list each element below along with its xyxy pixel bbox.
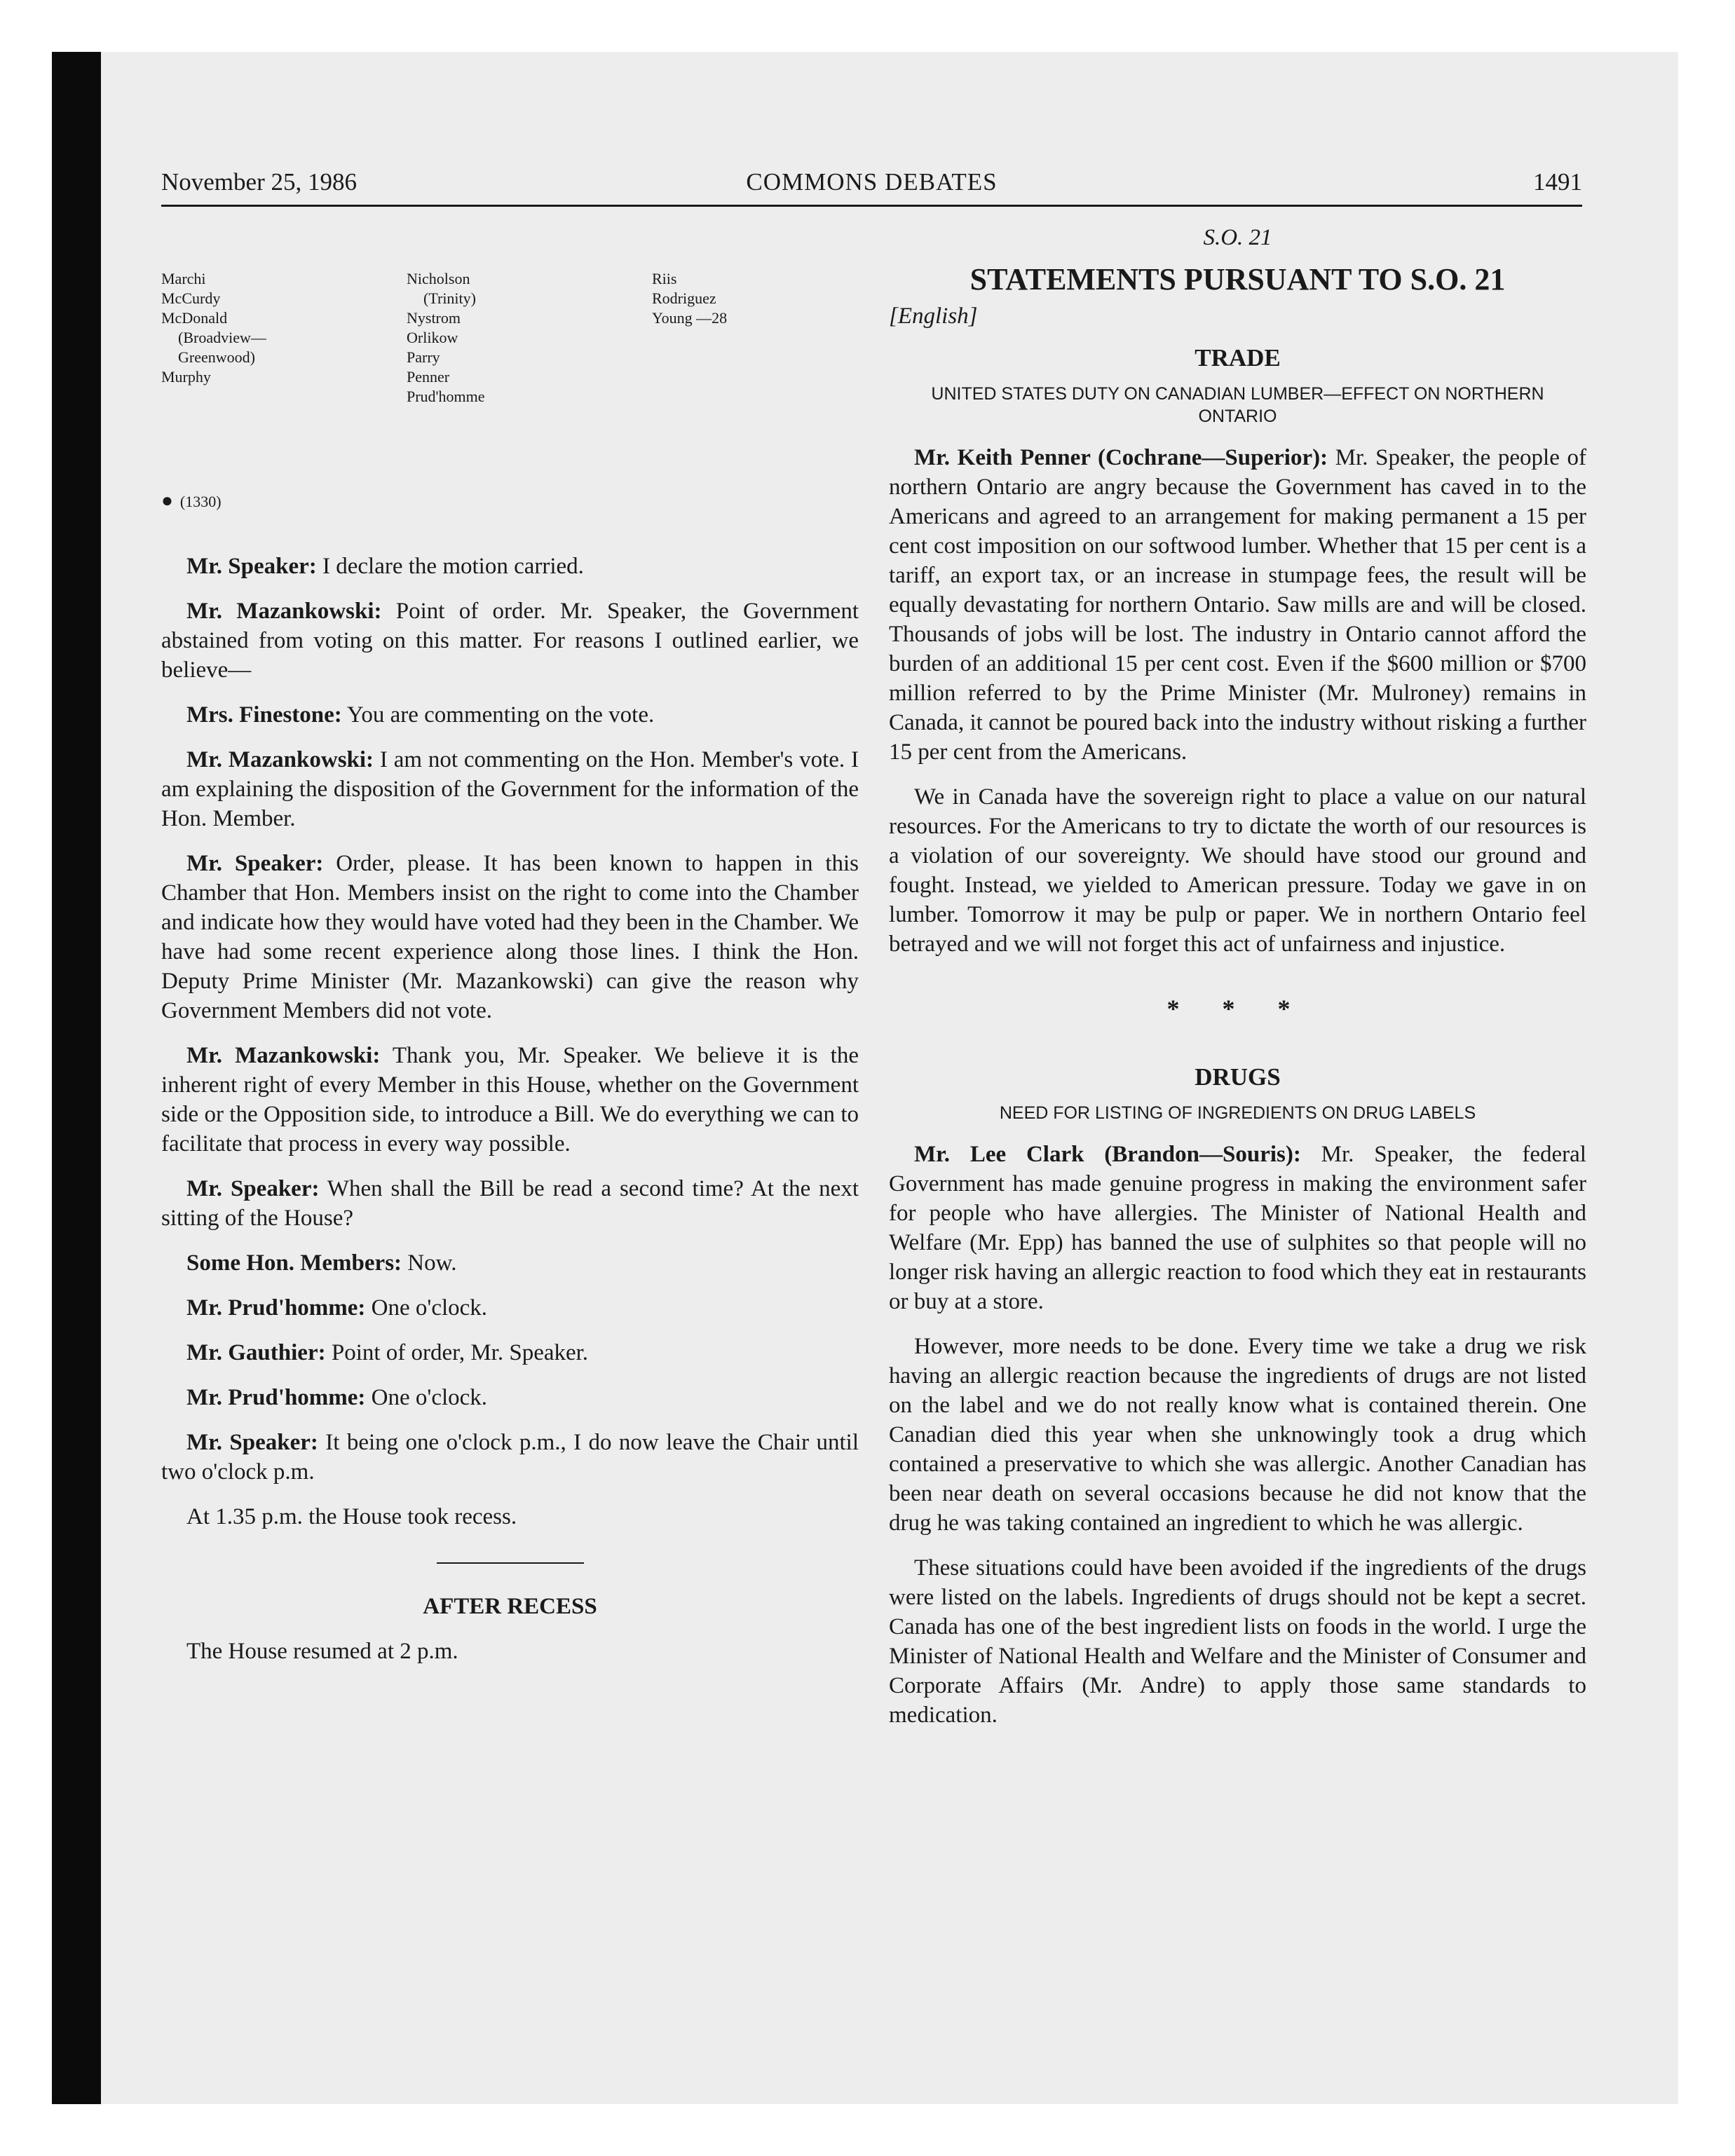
member-name: Young —28 [652, 309, 728, 327]
member-name: Prud'homme [407, 388, 485, 405]
member-name: Nicholson [407, 270, 470, 287]
speech-text: When shall the Bill be read a second time? At the next sitting of the House? [161, 1176, 859, 1231]
speech-paragraph [161, 745, 859, 833]
left-column [161, 223, 859, 1681]
trade-heading: TRADE [1195, 344, 1281, 371]
resumed-text: The House resumed at 2 p.m. [186, 1639, 458, 1664]
speech-paragraph [161, 700, 859, 730]
speech-text: Order, please. It has been known to happen in this Chamber that Hon. Members insist on the right to come into the Chamber and indicate how they would have voted had they been in the Chamber. We have had some recent experience along those lines. I think the Hon. Deputy Prime Minister (Mr. Mazankowski) can give the reason why Government Members did not vote. [161, 851, 859, 1023]
member-name: Parry [407, 348, 440, 366]
speech-paragraph [161, 1174, 859, 1233]
member-name: Rodriguez [652, 289, 716, 307]
header-title: COMMONS DEBATES [746, 168, 998, 196]
speaker-name: Mr. Mazankowski: [186, 1043, 381, 1068]
statements-heading: STATEMENTS PURSUANT TO S.O. 21 [969, 262, 1506, 296]
speech-text: Thank you, Mr. Speaker. We believe it is the inherent right of every Member in this House, whether on the Government side or the Opposition side, to introduce a Bill. We do everything we can to facilitate that process in every way possible. [161, 1043, 859, 1157]
statement-text: Mr. Speaker, the federal Government has made genuine progress in making the environment safer for people who have allergies. The Minister of National Health and Welfare (Mr. Epp) has banned the use of sulphites so that people will no longer risk having an allergic reaction to food which they eat in restaurants or buy at a store. [889, 1142, 1586, 1314]
names-col-2 [407, 269, 485, 407]
speaker-name: Mr. Speaker: [186, 1176, 320, 1201]
time-marker-label: (1330) [179, 493, 222, 510]
statement-paragraph [889, 1332, 1586, 1538]
member-name: Penner [407, 368, 450, 386]
names-col-1 [161, 269, 266, 387]
speech-paragraph [161, 1248, 859, 1278]
speech-text: I am not commenting on the Hon. Member's vote. I am explaining the disposition of the Government for the information of the Hon. Member. [161, 747, 859, 831]
speaker-name: Mrs. Finestone: [186, 702, 342, 728]
member-name: McDonald [161, 309, 228, 327]
speech-text: Point of order. Mr. Speaker, the Government abstained from voting on this matter. For reasons I outlined earlier, we believe— [161, 599, 859, 683]
speech-paragraph [161, 552, 859, 581]
statement-paragraph [889, 1553, 1586, 1730]
drugs-heading: DRUGS [1195, 1063, 1281, 1091]
member-name: (Trinity) [423, 289, 476, 307]
member-name: Orlikow [407, 329, 458, 346]
speech-text: At 1.35 p.m. the House took recess. [186, 1504, 517, 1529]
statement-text: We in Canada have the sovereign right to place a value on our natural resources. For the Americans to try to dictate the worth of our resources is a violation of our sovereignty. We should have stood our ground and fought. Instead, we yielded to American pressure. Today we gave in on lumber. Tomorrow it may be pulp or paper. We in northern Ontario feel betrayed and we will not forget this act of unfairness and injustice. [889, 784, 1586, 957]
speech-paragraph [161, 1428, 859, 1487]
member-name: Nystrom [407, 309, 461, 327]
speaker-name: Some Hon. Members: [186, 1250, 402, 1276]
member-name: Riis [652, 270, 677, 287]
speech-text: One o'clock. [365, 1385, 488, 1410]
member-name: McCurdy [161, 289, 221, 307]
speech-paragraph [161, 1293, 859, 1323]
speech-paragraph [161, 596, 859, 685]
speech-text: Now. [402, 1250, 457, 1276]
drugs-subheading: NEED FOR LISTING OF INGREDIENTS ON DRUG LABELS [999, 1103, 1476, 1123]
speech-text: Point of order, Mr. Speaker. [325, 1340, 589, 1365]
speech-text: It being one o'clock p.m., I do now leave the Chair until two o'clock p.m. [161, 1430, 859, 1485]
statement-text: Mr. Speaker, the people of northern Ontario are angry because the Government has caved in to the Americans and agreed to an arrangement for making permanent a 15 per cent cost imposition on our softwood lumber. Whether that 15 per cent is a tariff, an export tax, or an increase in stumpage fees, the result will be equally devastating for northern Ontario. Saw mills are and will be closed. Thousands of jobs will be lost. The industry in Ontario cannot afford the burden of an additional 15 per cent cost. Even if the $600 million or $700 million referred to by the Prime Minister (Mr. Mulroney) remains in Canada, it cannot be poured back into the industry without risking a further 15 per cent from the Americans. [889, 445, 1586, 765]
page-number: 1491 [1533, 168, 1582, 196]
trade-subheading: UNITED STATES DUTY ON CANADIAN LUMBER—EFFECT ON NORTHERN ONTARIO [931, 384, 1544, 426]
division-names [161, 269, 859, 458]
speech-paragraph [161, 849, 859, 1025]
resumed-note [161, 1637, 859, 1666]
speaker-name: Mr. Mazankowski: [186, 599, 382, 624]
member-name: (Broadview— [178, 329, 266, 346]
language-tag: [English] [889, 303, 978, 329]
speaker-name: Mr. Prud'homme: [186, 1385, 366, 1410]
speech-text: One o'clock. [365, 1295, 488, 1321]
speech-paragraph [161, 1383, 859, 1412]
left-paragraphs [161, 552, 859, 1531]
header-date: November 25, 1986 [161, 168, 357, 196]
speaker-name: Mr. Speaker: [186, 851, 324, 876]
speaker-name: Mr. Lee Clark (Brandon—Souris): [914, 1142, 1301, 1167]
statement-paragraph [889, 1140, 1586, 1316]
so-label: S.O. 21 [1203, 225, 1272, 250]
statement-paragraph [889, 443, 1586, 767]
right-column [889, 223, 1586, 1745]
speaker-name: Mr. Prud'homme: [186, 1295, 366, 1321]
speaker-name: Mr. Speaker: [186, 554, 317, 579]
section-divider [437, 1562, 584, 1564]
scan-edge [52, 52, 101, 2104]
bullet-icon: ● [161, 490, 173, 512]
statement-text: These situations could have been avoided if the ingredients of the drugs were listed on the labels. Ingredients of drugs should not be kept a secret. Canada has one of the best ingredient lists on foods in the world. I urge the Minister of National Health and Welfare and the Minister of Consumer and Corporate Affairs (Mr. Andre) to apply those same standards to medication. [889, 1555, 1586, 1728]
statement-paragraph [889, 782, 1586, 959]
speaker-name: Mr. Gauthier: [186, 1340, 326, 1365]
time-marker [161, 486, 859, 517]
page-header [161, 165, 1582, 207]
speech-paragraph [161, 1041, 859, 1159]
member-name: Marchi [161, 270, 206, 287]
speaker-name: Mr. Keith Penner (Cochrane—Superior): [914, 445, 1328, 470]
member-name: Murphy [161, 368, 211, 386]
section-separator: * * * [1166, 995, 1309, 1023]
speaker-name: Mr. Speaker: [186, 1430, 318, 1455]
speech-text: You are commenting on the vote. [341, 702, 655, 728]
speaker-name: Mr. Mazankowski: [186, 747, 374, 772]
recess-note [161, 1502, 859, 1531]
speech-text: I declare the motion carried. [316, 554, 584, 579]
statement-text: However, more needs to be done. Every time we take a drug we risk having an allergic reaction because the ingredients of drugs are not listed on the label and we do not really know what is contained therein. One Canadian died this year when she unknowingly took a drug which contained a preservative to which she was allergic. Another Canadian has been near death on several occasions because he did not know that the drug he was taking contained an ingredient to which he was allergic. [889, 1334, 1586, 1536]
member-name: Greenwood) [178, 348, 255, 366]
names-col-3 [652, 269, 727, 328]
after-recess-heading: AFTER RECESS [423, 1594, 597, 1619]
speech-paragraph [161, 1338, 859, 1367]
